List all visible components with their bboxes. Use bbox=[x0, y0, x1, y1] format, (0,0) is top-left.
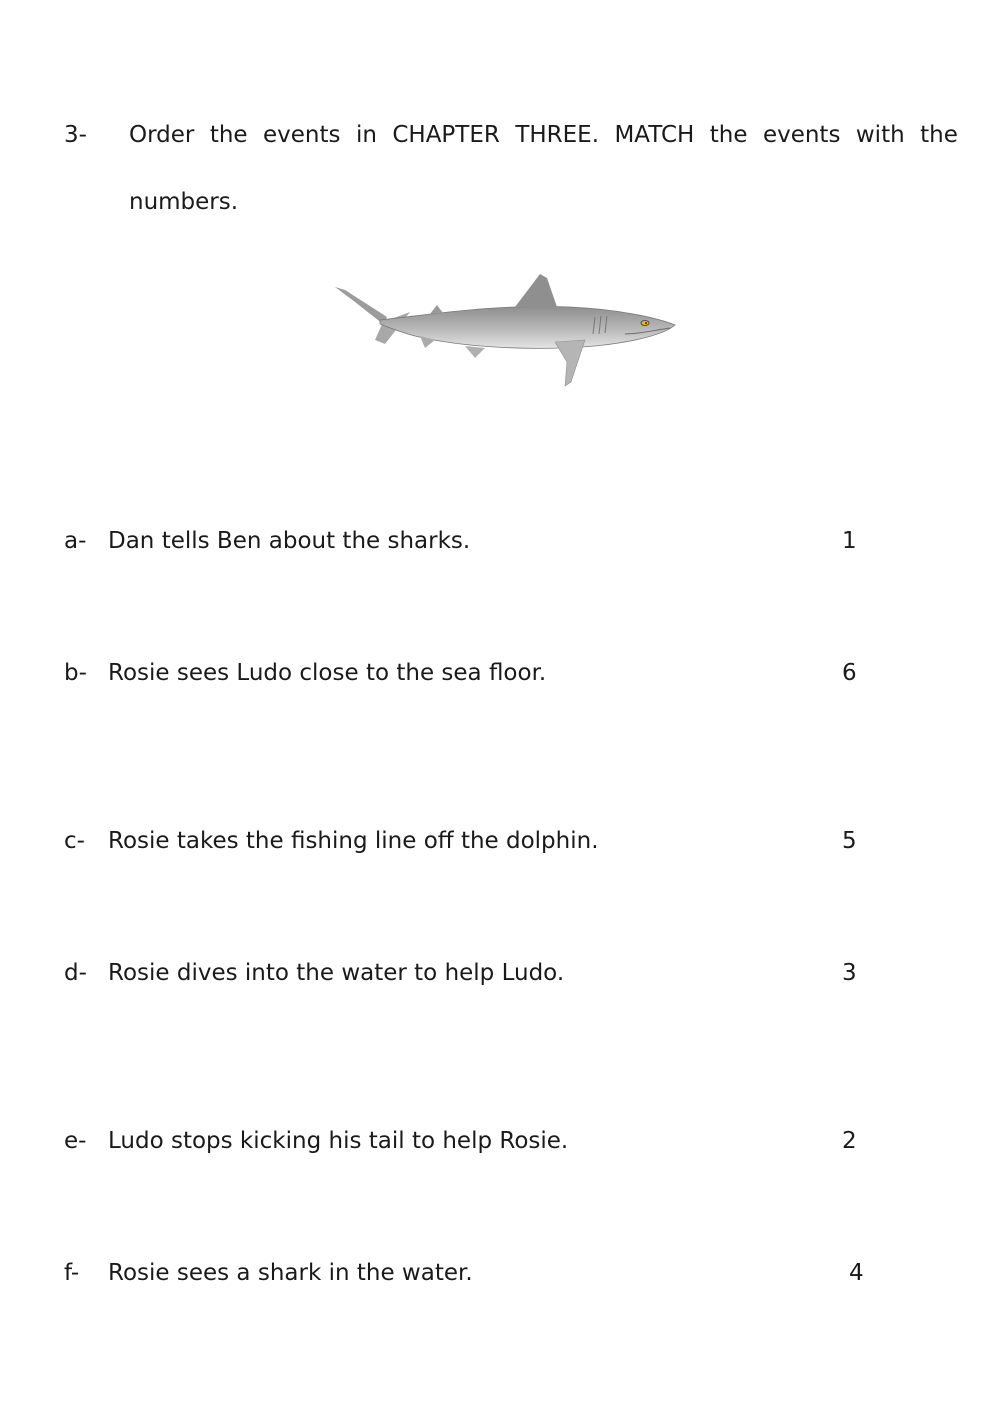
event-row-a bbox=[64, 528, 884, 560]
event-number: 5 bbox=[842, 828, 857, 854]
event-text: Rosie takes the fishing line off the dolphin. bbox=[108, 828, 599, 854]
prompt-word: the bbox=[209, 122, 248, 148]
shark-icon bbox=[325, 262, 681, 404]
event-text: Ludo stops kicking his tail to help Rosie. bbox=[108, 1128, 569, 1154]
prompt-word: Order bbox=[129, 122, 195, 148]
event-letter: a- bbox=[64, 528, 87, 554]
event-letter: b- bbox=[64, 660, 87, 686]
event-number: 4 bbox=[849, 1260, 864, 1286]
prompt-word: events bbox=[762, 122, 841, 148]
event-number: 1 bbox=[842, 528, 857, 554]
prompt-word: the bbox=[920, 122, 958, 148]
question-prompt-line2: numbers. bbox=[129, 189, 239, 215]
event-text: Rosie sees a shark in the water. bbox=[108, 1260, 473, 1286]
event-row-d bbox=[64, 960, 884, 992]
event-letter: d- bbox=[64, 960, 87, 986]
event-text: Dan tells Ben about the sharks. bbox=[108, 528, 471, 554]
event-letter: f- bbox=[64, 1260, 80, 1286]
event-text: Rosie sees Ludo close to the sea floor. bbox=[108, 660, 547, 686]
event-row-c bbox=[64, 828, 884, 860]
event-letter: c- bbox=[64, 828, 85, 854]
question-number: 3- bbox=[64, 122, 87, 148]
event-letter: e- bbox=[64, 1128, 87, 1154]
prompt-word: the bbox=[709, 122, 748, 148]
question-prompt-line1 bbox=[129, 122, 958, 148]
event-number: 2 bbox=[842, 1128, 857, 1154]
event-row-b bbox=[64, 660, 884, 692]
prompt-word: events bbox=[263, 122, 341, 148]
event-row-e bbox=[64, 1128, 884, 1160]
event-row-f bbox=[64, 1260, 884, 1292]
prompt-word: THREE. bbox=[515, 122, 600, 148]
prompt-word: with bbox=[855, 122, 905, 148]
event-number: 3 bbox=[842, 960, 857, 986]
prompt-word: MATCH bbox=[614, 122, 695, 148]
prompt-word: CHAPTER bbox=[392, 122, 500, 148]
event-number: 6 bbox=[842, 660, 857, 686]
prompt-word: in bbox=[355, 122, 377, 148]
event-text: Rosie dives into the water to help Ludo. bbox=[108, 960, 565, 986]
